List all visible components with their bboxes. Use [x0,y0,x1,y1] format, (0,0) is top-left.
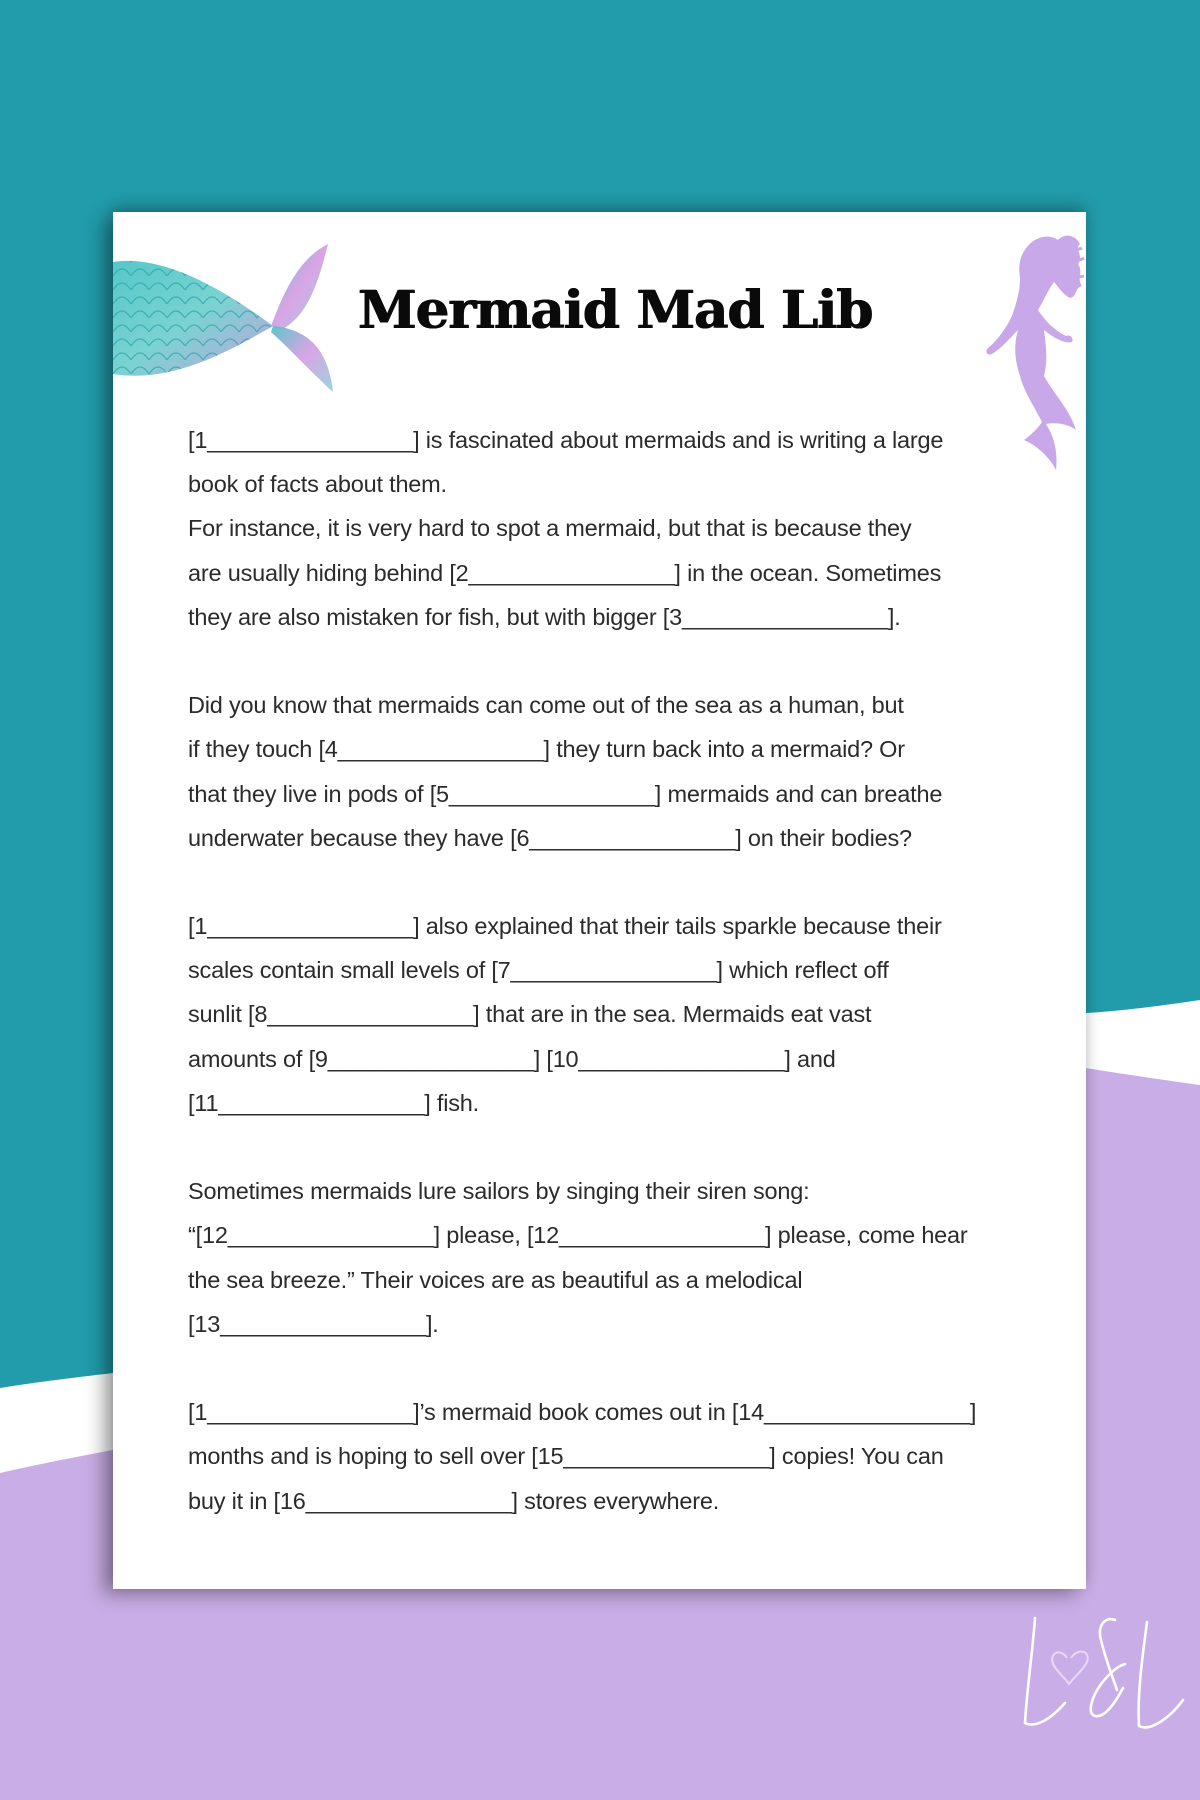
story-line: [1________________]’s mermaid book comes out in [14________________] [188,1399,977,1426]
paragraph-4 [188,1169,1048,1346]
story-line: sunlit [8________________] that are in the sea. Mermaids eat vast [188,1001,872,1028]
story-line: scales contain small levels of [7________________] which reflect off [188,957,889,984]
story-line: that they live in pods of [5________________] mermaids and can breathe [188,780,943,807]
heart-icon [1052,1652,1088,1684]
brand-logo [1005,1608,1185,1743]
story-line: amounts of [9________________] [10________________] and [188,1045,836,1072]
story-line: months and is hoping to sell over [15________________] copies! You can [188,1443,944,1470]
story-line: [1________________] is fascinated about mermaids and is writing a large [188,427,944,453]
paragraph-3 [188,904,1048,1125]
mad-lib-page [113,212,1086,1589]
story-line: For instance, it is very hard to spot a mermaid, but that is because they [188,515,912,542]
paragraph-spacer [188,1125,1048,1169]
page-title: Mermaid Mad Lib [358,280,873,341]
story-line: are usually hiding behind [2________________] in the ocean. Sometimes [188,559,942,586]
paragraph-spacer [188,639,1048,683]
paragraph-spacer [188,860,1048,904]
story-line: book of facts about them. [188,471,447,498]
story-line: [1________________] also explained that their tails sparkle because their [188,913,942,940]
story-line: Did you know that mermaids can come out of the sea as a human, but [188,692,904,719]
story-line: underwater because they have [6________________] on their bodies? [188,824,912,851]
story-line: “[12________________] please, [12________________] please, come hear [188,1222,968,1249]
story-line: they are also mistaken for fish, but with bigger [3________________]. [188,603,901,630]
story-line: buy it in [16________________] stores everywhere. [188,1487,720,1514]
story-line: if they touch [4________________] they turn back into a mermaid? Or [188,736,905,763]
story-text [188,418,1048,1523]
story-line: [13________________]. [188,1310,439,1337]
story-line: Sometimes mermaids lure sailors by singing their siren song: [188,1178,810,1205]
paragraph-1 [188,418,1048,639]
mermaid-tail-illustration [113,234,368,399]
story-line: the sea breeze.” Their voices are as beautiful as a melodical [188,1266,803,1293]
paragraph-spacer [188,1346,1048,1390]
story-line: [11________________] fish. [188,1089,479,1116]
paragraph-2 [188,683,1048,860]
paragraph-5 [188,1390,1048,1523]
